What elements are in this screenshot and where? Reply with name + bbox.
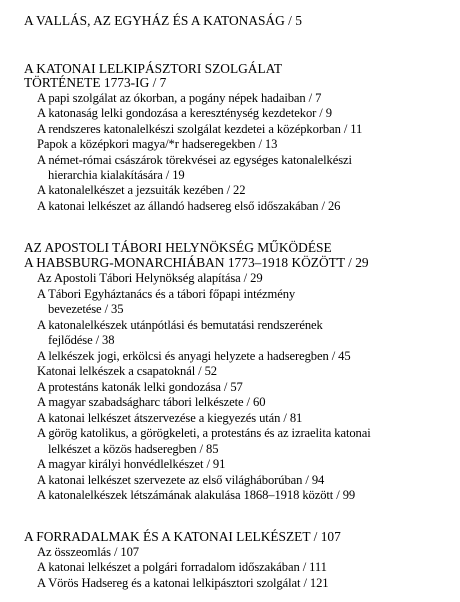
toc-entry: A Tábori Egyháztanács és a tábori főpapi intézmény	[37, 287, 296, 301]
toc-entry: Az összeomlás / 107	[37, 545, 139, 559]
toc-entry: A görög katolikus, a görögkeleti, a protestáns és az izraelita katonai	[37, 426, 371, 440]
toc-entry: Az Apostoli Tábori Helynökség alapítása / 29	[37, 271, 263, 285]
toc-entry-continued: bevezetése / 35	[48, 302, 124, 316]
toc-entry-continued: hierarchia kialakítására / 19	[48, 168, 185, 182]
toc-entry: A katonaság lelki gondozása a kereszténység kezdetekor / 9	[37, 106, 332, 120]
toc-entry: A rendszeres katonalelkészi szolgálat kezdetei a középkorban / 11	[37, 122, 363, 136]
toc-entry: A német-római császárok törekvései az egységes katonalelkészi	[37, 153, 352, 167]
toc-entry: A katonai lelkészet átszervezése a kiegyezés után / 81	[37, 411, 303, 425]
toc-entry: Katonai lelkészek a csapatoknál / 52	[37, 364, 217, 378]
section-2-title-continued: A HABSBURG-MONARCHIÁBAN 1773–1918 KÖZÖTT / 29	[24, 255, 369, 270]
toc-entry: A Vörös Hadsereg és a katonai lelkipásztori szolgálat / 121	[37, 576, 329, 590]
toc-entry: A katonai lelkészet szervezete az első világháborúban / 94	[37, 473, 325, 487]
toc-entry: Papok a középkori magya/*r hadseregekben / 13	[37, 137, 278, 151]
toc-entry: A katonai lelkészet a polgári forradalom időszakában / 111	[37, 560, 327, 574]
toc-entry-intro: A VALLÁS, AZ EGYHÁZ ÉS A KATONASÁG / 5	[24, 13, 302, 28]
toc-entry: A katonalelkészek utánpótlási és bemutatási rendszerének	[37, 318, 323, 332]
section-1-title-continued: TÖRTÉNETE 1773-IG / 7	[24, 75, 167, 90]
toc-entry-continued: lelkészet a közös hadseregben / 85	[48, 442, 219, 456]
toc-entry: A katonai lelkészet az állandó hadsereg első időszakában / 26	[37, 199, 341, 213]
toc-entry: A lelkészek jogi, erkölcsi és anyagi helyzete a hadseregben / 45	[37, 349, 351, 363]
toc-entry: A katonalelkészek létszámának alakulása 1868–1918 között / 99	[37, 488, 356, 502]
section-3-title: A FORRADALMAK ÉS A KATONAI LELKÉSZET / 107	[24, 529, 341, 544]
toc-entry-continued: fejlődése / 38	[48, 333, 115, 347]
section-2-title: AZ APOSTOLI TÁBORI HELYNÖKSÉG MŰKÖDÉSE	[24, 240, 332, 255]
toc-entry: A papi szolgálat az ókorban, a pogány népek hadaiban / 7	[37, 91, 322, 105]
toc-entry: A magyar szabadságharc tábori lelkészete / 60	[37, 395, 266, 409]
toc-entry: A magyar királyi honvédlelkészet / 91	[37, 457, 226, 471]
toc-entry: A katonalelkészet a jezsuiták kezében / 22	[37, 183, 246, 197]
toc-entry: A protestáns katonák lelki gondozása / 57	[37, 380, 243, 394]
section-1-title: A KATONAI LELKIPÁSZTORI SZOLGÁLAT	[24, 61, 283, 76]
